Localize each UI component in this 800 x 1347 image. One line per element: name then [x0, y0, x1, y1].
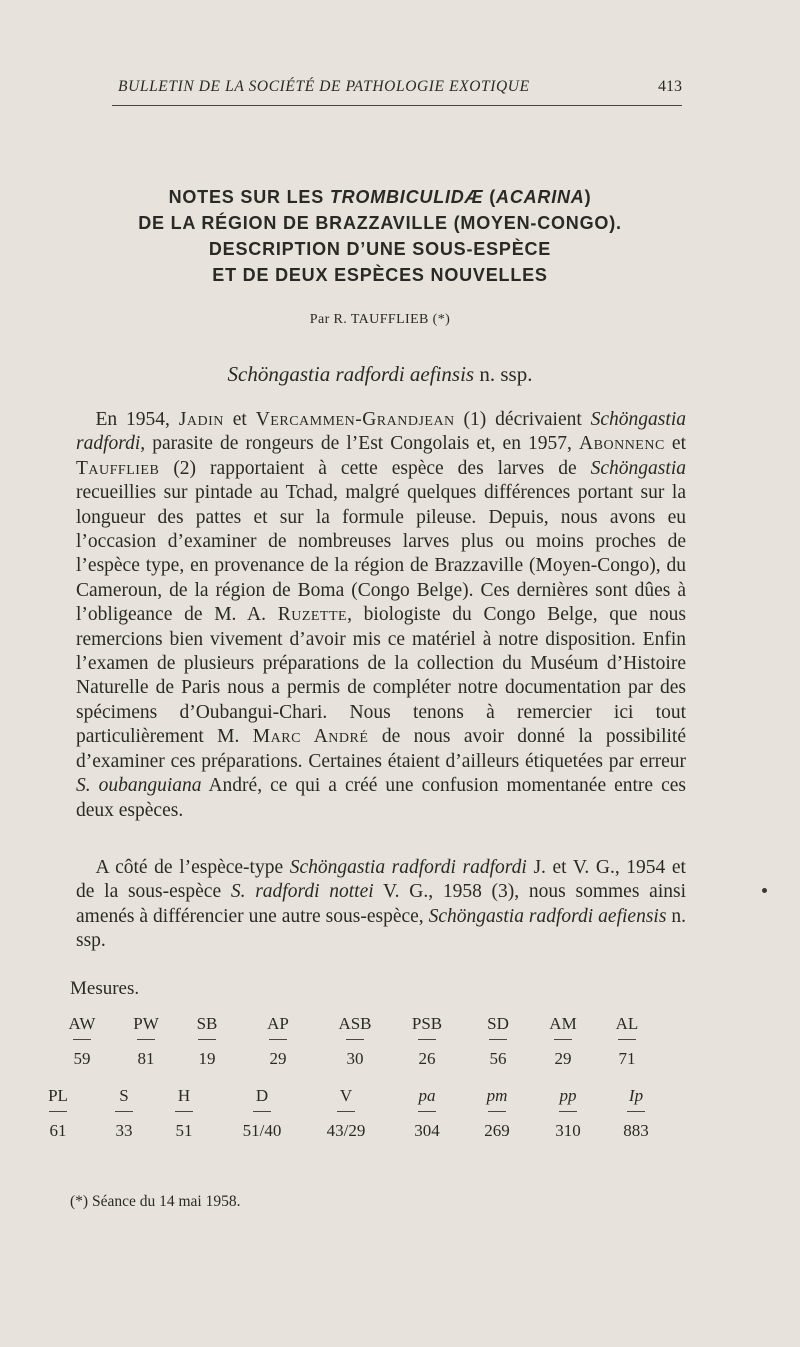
title-line-3: DESCRIPTION D’UNE SOUS-ESPÈCE	[208, 239, 552, 259]
measure-label: S	[119, 1086, 129, 1105]
taxon-ref: S. oubanguiana	[76, 775, 202, 797]
measure-value: 310	[555, 1121, 581, 1140]
title-text: (	[483, 187, 497, 207]
fraction-bar	[175, 1111, 193, 1112]
author-line: Par R. TAUFFLIEB (*)	[309, 312, 451, 327]
fraction-bar	[488, 1111, 506, 1112]
fraction-bar	[489, 1039, 507, 1040]
fraction-bar	[198, 1039, 216, 1040]
measure-value: 883	[623, 1121, 649, 1140]
measure-value: 269	[484, 1121, 510, 1140]
measure-value: 304	[414, 1121, 440, 1140]
title-taxon: TROMBICULIDÆ	[329, 187, 484, 207]
measure-label: pm	[486, 1086, 508, 1105]
author-ref: Taufflieb	[76, 457, 160, 479]
measure-value: 30	[346, 1049, 364, 1068]
measure-value: 51	[175, 1121, 193, 1140]
print-speck	[762, 888, 767, 893]
paragraph-2: A côté de l’espèce-type Schöngastia radfordi radfordi J. et V. G., 1954 et de la sous-espèce S. radfordi nottei V. G., 1958 (3), nous sommes ainsi amenés à différencier une autre sous-espèce, Schöngastia radfordi aefiensis n. ssp.	[76, 857, 687, 952]
measure-label: PL	[48, 1086, 68, 1105]
author-ref: Abonnenc	[579, 433, 665, 455]
author-ref: Marc André	[252, 726, 369, 748]
measure-label: AL	[615, 1014, 639, 1033]
footnote: (*) Séance du 14 mai 1958.	[70, 1193, 241, 1210]
measure-value: 26	[418, 1049, 436, 1068]
fraction-bar	[627, 1111, 645, 1112]
fraction-bar	[49, 1111, 67, 1112]
article-title	[60, 184, 700, 288]
measure-value: 43/29	[326, 1121, 366, 1140]
measure-value: 51/40	[242, 1121, 282, 1140]
section-subtitle	[120, 362, 640, 387]
title-line-2: DE LA RÉGION DE BRAZZAVILLE (MOYEN-CONGO).	[138, 213, 622, 233]
measure-label: PW	[133, 1014, 159, 1033]
title-text: )	[584, 187, 592, 207]
measure-label: H	[177, 1086, 191, 1105]
measure-label: pp	[559, 1086, 577, 1105]
author-ref: Jadin	[178, 409, 224, 430]
measure-label: SB	[196, 1014, 218, 1033]
fraction-bar	[137, 1039, 155, 1040]
measure-label: pa	[418, 1086, 436, 1105]
measure-value: 61	[49, 1121, 67, 1140]
measure-value: 81	[137, 1049, 155, 1068]
measure-label: V	[339, 1086, 353, 1105]
fraction-bar	[115, 1111, 133, 1112]
author-ref: Vercammen-Grandjean	[255, 409, 455, 430]
measure-label: ASB	[338, 1014, 372, 1033]
fraction-bar	[554, 1039, 572, 1040]
fraction-bar	[418, 1111, 436, 1112]
taxon-ref: Schöngastia	[590, 457, 686, 479]
measure-label: Ip	[628, 1086, 644, 1105]
taxon-ref: Schöngastia radfordi	[76, 409, 686, 455]
paragraph-1: En 1954, Jadin et Vercammen-Grandjean (1) décrivaient Schöngastia radfordi, parasite de rongeurs de l’Est Congolais et, en 1957, Abonnenc et Taufflieb (2) rapportaient à cette espèce des larves de Schöngastia recueillies sur pintade au Tchad, malgré quelques différences portant sur la longueur des pattes et sur la formule pileuse. Depuis, nous avons eu l’occasion d’examiner de nombreuses larves plus ou moins proches de l’espèce type, en provenance de la région de Brazzaville (Moyen-Congo), du Cameroun, de la région de Boma (Congo Belge). Ces dernières sont dûes à l’obligeance de M. A. Ruzette, biologiste du Congo Belge, que nous remercions bien vivement d’avoir mis ce matériel à notre disposition. Enfin l’examen de plusieurs préparations de la collection du Muséum d’Histoire Naturelle de Paris nous a permis de compléter notre documentation par des spécimens d’Oubangui-Chari. Nous tenons à remercier ici tout particulièrement M. Marc André de nous avoir donné la possibilité d’examiner ces préparations. Certaines étaient d’ailleurs étiquetées par erreur S. oubanguiana André, ce qui a créé une confusion momentanée entre ces deux espèces.	[76, 409, 686, 821]
fraction-bar	[269, 1039, 287, 1040]
measures-label: Mesures.	[70, 978, 140, 999]
taxon-ref: S. radfordi nottei	[230, 881, 374, 903]
author-ref: Ruzette	[277, 604, 348, 626]
measure-value: 71	[618, 1049, 636, 1068]
measure-value: 19	[198, 1049, 216, 1068]
fraction-bar	[346, 1039, 364, 1040]
measure-value: 33	[115, 1121, 133, 1140]
title-line-1	[60, 184, 700, 210]
title-taxon: ACARINA	[496, 187, 585, 207]
subtitle-taxon: Schöngastia radfordi aefinsis	[227, 362, 475, 386]
measure-value: 56	[489, 1049, 507, 1068]
measure-label: PSB	[411, 1014, 443, 1033]
fraction-bar	[559, 1111, 577, 1112]
measure-label: AP	[267, 1014, 289, 1033]
page-number: 413	[658, 78, 682, 95]
title-line-4: ET DE DEUX ESPÈCES NOUVELLES	[212, 265, 548, 285]
header-rule	[112, 105, 682, 106]
measure-label: AW	[68, 1014, 96, 1033]
subtitle-suffix: n. ssp.	[474, 362, 533, 386]
taxon-ref: Schöngastia radfordi aefiensis	[428, 905, 667, 927]
title-text: NOTES SUR LES	[168, 187, 330, 207]
fraction-bar	[337, 1111, 355, 1112]
fraction-bar	[418, 1039, 436, 1040]
running-head: BULLETIN DE LA SOCIÉTÉ DE PATHOLOGIE EXOTIQUE	[118, 78, 530, 95]
measure-value: 29	[269, 1049, 287, 1068]
measure-label: SD	[487, 1014, 509, 1033]
fraction-bar	[73, 1039, 91, 1040]
fraction-bar	[618, 1039, 636, 1040]
measure-label: AM	[549, 1014, 577, 1033]
measure-value: 29	[554, 1049, 572, 1068]
measure-label: D	[255, 1086, 269, 1105]
taxon-ref: Schöngastia radfordi radfordi	[289, 857, 527, 878]
fraction-bar	[253, 1111, 271, 1112]
measure-value: 59	[73, 1049, 91, 1068]
